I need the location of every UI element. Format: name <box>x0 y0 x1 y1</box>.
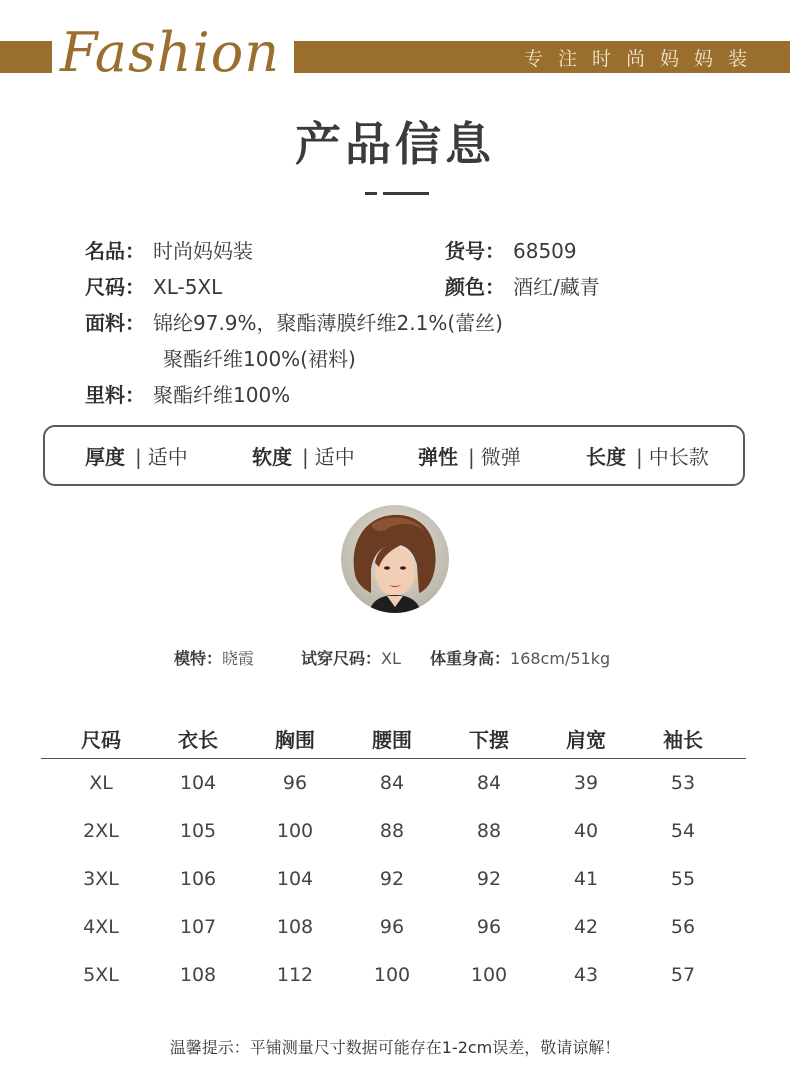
table-cell: 5XL <box>83 964 119 986</box>
table-cell: 57 <box>670 964 696 986</box>
table-cell: 108 <box>276 916 314 938</box>
prop-elasticity-value: 微弹 <box>480 445 521 469</box>
info-lining-value: 聚酯纤维100% <box>153 383 291 407</box>
table-header-bust: 胸围 <box>275 728 315 752</box>
table-cell: 54 <box>670 820 696 842</box>
info-fabric-row <box>85 309 503 337</box>
info-fabric-line1: 锦纶97.9%，聚酯薄膜纤维2.1%(蕾丝) <box>153 311 503 335</box>
table-cell: 106 <box>179 868 217 890</box>
prop-softness: 软度 | 适中 <box>252 445 355 469</box>
title-divider-short <box>365 192 377 195</box>
info-fabric-label: 面料： <box>85 311 145 335</box>
table-cell: 55 <box>670 868 696 890</box>
info-size-label: 尺码： <box>85 275 145 299</box>
table-header-length: 衣长 <box>178 728 218 752</box>
table-cell: 4XL <box>83 916 119 938</box>
model-size-label: 试穿尺码： <box>301 649 382 668</box>
table-cell: 108 <box>179 964 217 986</box>
table-cell: 42 <box>573 916 599 938</box>
model-name-value: 晓霞 <box>222 649 255 668</box>
table-cell: 100 <box>276 820 314 842</box>
info-size-value: XL-5XL <box>153 275 223 299</box>
table-header-divider <box>41 758 746 759</box>
properties-box <box>43 425 745 486</box>
table-cell: 96 <box>379 916 405 938</box>
prop-softness-value: 适中 <box>314 445 355 469</box>
prop-thickness-label: 厚度 <box>85 445 125 469</box>
table-cell: 84 <box>379 772 405 794</box>
info-lining-row <box>85 381 290 409</box>
info-size-row <box>85 273 222 301</box>
model-body-label: 体重身高： <box>430 649 511 668</box>
info-name-value: 时尚妈妈装 <box>153 239 253 263</box>
table-header-sleeve: 袖长 <box>663 728 703 752</box>
table-cell: 92 <box>379 868 405 890</box>
table-cell: 40 <box>573 820 599 842</box>
model-size-value: XL <box>381 649 401 668</box>
table-cell: 104 <box>276 868 314 890</box>
table-header-waist: 腰围 <box>372 728 412 752</box>
info-lining-label: 里料： <box>85 383 145 407</box>
brand-logo: Fashion <box>60 21 281 84</box>
info-color-value: 酒红/藏青 <box>513 275 600 299</box>
prop-thickness: 厚度 | 适中 <box>85 445 188 469</box>
table-cell: 92 <box>476 868 502 890</box>
info-name-row <box>85 237 253 265</box>
table-cell: 112 <box>276 964 314 986</box>
prop-length-value: 中长款 <box>648 445 709 469</box>
model-avatar <box>341 505 449 613</box>
info-fabric-line2: 聚酯纤维100%(裙料) <box>163 347 356 371</box>
table-cell: 88 <box>476 820 502 842</box>
title-divider-long <box>383 192 429 195</box>
prop-length: 长度 | 中长款 <box>586 445 709 469</box>
prop-thickness-value: 适中 <box>147 445 188 469</box>
measurement-tip: 温馨提示：平铺测量尺寸数据可能存在1-2cm误差，敬请谅解！ <box>169 1038 621 1057</box>
model-body <box>430 646 610 669</box>
table-cell: 88 <box>379 820 405 842</box>
table-cell: 104 <box>179 772 217 794</box>
model-name-label: 模特： <box>174 649 223 668</box>
info-sku-label: 货号： <box>445 239 505 263</box>
prop-softness-label: 软度 <box>252 445 292 469</box>
header-bar-right <box>294 41 790 73</box>
table-cell: XL <box>89 772 113 794</box>
info-name-label: 名品： <box>85 239 145 263</box>
model-name <box>174 646 254 669</box>
info-color-label: 颜色： <box>445 275 505 299</box>
prop-length-label: 长度 <box>586 445 626 469</box>
table-cell: 39 <box>573 772 599 794</box>
table-cell: 100 <box>373 964 411 986</box>
prop-elasticity-label: 弹性 <box>418 445 458 469</box>
table-cell: 53 <box>670 772 696 794</box>
table-cell: 96 <box>476 916 502 938</box>
model-body-value: 168cm/51kg <box>510 649 611 668</box>
info-sku-row <box>445 237 577 265</box>
header-bar-left <box>0 41 52 73</box>
page-title: 产品信息 <box>295 117 495 171</box>
table-cell: 84 <box>476 772 502 794</box>
table-cell: 96 <box>282 772 308 794</box>
prop-elasticity: 弹性 | 微弹 <box>418 445 521 469</box>
table-header-size: 尺码 <box>81 728 121 752</box>
table-cell: 107 <box>179 916 217 938</box>
table-cell: 43 <box>573 964 599 986</box>
table-cell: 41 <box>573 868 599 890</box>
model-size <box>301 646 401 669</box>
table-cell: 2XL <box>83 820 119 842</box>
table-cell: 100 <box>470 964 508 986</box>
info-color-row <box>445 273 600 301</box>
table-cell: 56 <box>670 916 696 938</box>
header-tagline: 专注时尚妈妈装 <box>523 47 762 70</box>
table-header-shoulder: 肩宽 <box>566 728 606 752</box>
table-cell: 3XL <box>83 868 119 890</box>
table-cell: 105 <box>179 820 217 842</box>
info-sku-value: 68509 <box>513 239 577 263</box>
table-header-hem: 下摆 <box>469 728 509 752</box>
